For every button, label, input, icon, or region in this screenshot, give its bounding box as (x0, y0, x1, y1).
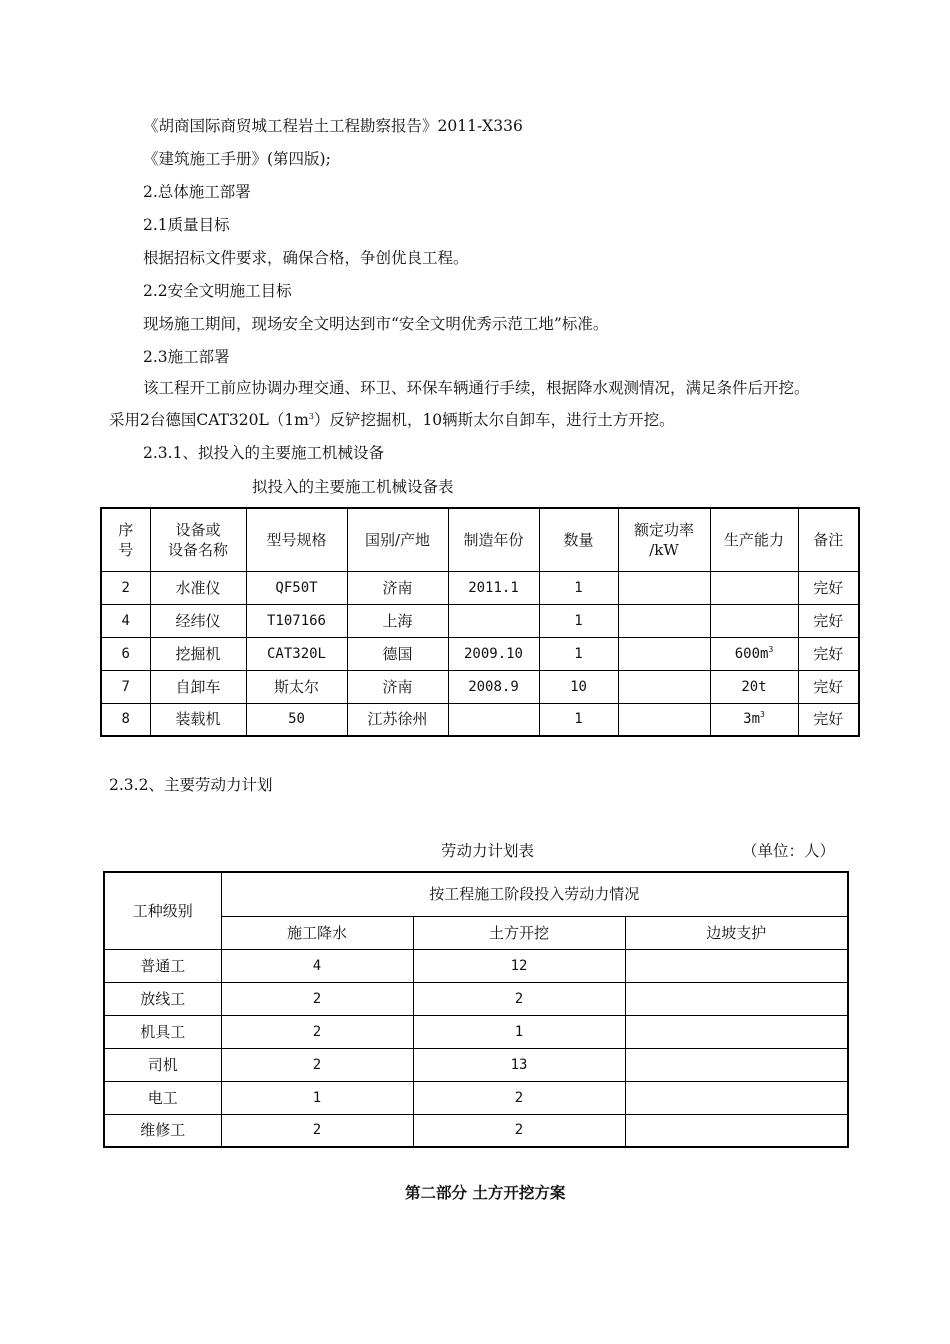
table-row (101, 670, 859, 703)
deployment-text-line-2 (109, 410, 675, 430)
cell-note: 完好 (798, 604, 859, 637)
table-row (104, 1081, 848, 1114)
capacity-value: 600m (734, 645, 769, 662)
cell-name: 装载机 (150, 703, 246, 736)
cell-capacity (710, 637, 798, 670)
cell-dewatering: 2 (221, 982, 413, 1015)
cell-trade: 电工 (104, 1081, 221, 1114)
header-note: 备注 (798, 508, 859, 571)
cell-name: 自卸车 (150, 670, 246, 703)
table-row (101, 703, 859, 736)
table-row (101, 637, 859, 670)
cell-no: 2 (101, 571, 150, 604)
cell-power (618, 670, 710, 703)
cell-model: 50 (246, 703, 347, 736)
cell-excavation: 2 (413, 1114, 625, 1147)
cell-capacity (710, 670, 798, 703)
header-dewatering: 施工降水 (221, 916, 413, 949)
cell-trade: 普通工 (104, 949, 221, 982)
cell-slope (625, 982, 848, 1015)
cell-note: 完好 (798, 670, 859, 703)
labor-header-row (104, 872, 848, 916)
table-row (104, 1114, 848, 1147)
cell-origin: 济南 (347, 571, 448, 604)
section-heading-safety-target: 2.2安全文明施工目标 (143, 282, 292, 300)
cell-power (618, 604, 710, 637)
cell-capacity (710, 703, 798, 736)
section-heading-labor-plan: 2.3.2、主要劳动力计划 (109, 776, 273, 794)
cell-note: 完好 (798, 703, 859, 736)
section-heading-overall-deployment: 2.总体施工部署 (143, 183, 251, 201)
table-row (104, 982, 848, 1015)
cell-power (618, 571, 710, 604)
deployment-text-line-1: 该工程开工前应协调办理交通、环卫、环保车辆通行手续，根据降水观测情况，满足条件后开挖。 (143, 379, 810, 397)
cell-slope (625, 1048, 848, 1081)
cell-slope (625, 1081, 848, 1114)
cell-capacity (710, 571, 798, 604)
cell-trade: 司机 (104, 1048, 221, 1081)
cell-name: 挖掘机 (150, 637, 246, 670)
cell-excavation: 1 (413, 1015, 625, 1048)
cell-note: 完好 (798, 637, 859, 670)
section-heading-equipment: 2.3.1、拟投入的主要施工机械设备 (143, 444, 384, 462)
cell-no: 7 (101, 670, 150, 703)
cell-year: 2009.10 (448, 637, 539, 670)
cell-excavation: 12 (413, 949, 625, 982)
part-two-title: 第二部分 土方开挖方案 (405, 1183, 566, 1202)
section-heading-construction-deployment: 2.3施工部署 (143, 348, 230, 366)
table-row (104, 949, 848, 982)
cell-excavation: 2 (413, 982, 625, 1015)
cell-qty: 1 (539, 604, 618, 637)
cell-trade: 机具工 (104, 1015, 221, 1048)
safety-target-text: 现场施工期间，现场安全文明达到市“安全文明优秀示范工地”标准。 (143, 315, 609, 333)
table-row (104, 1048, 848, 1081)
cell-slope (625, 1015, 848, 1048)
cell-year (448, 703, 539, 736)
cell-origin: 济南 (347, 670, 448, 703)
cell-excavation: 13 (413, 1048, 625, 1081)
reference-survey-report: 《胡商国际商贸城工程岩土工程勘察报告》2011-X336 (143, 117, 523, 135)
cell-slope (625, 1114, 848, 1147)
cell-name: 水准仪 (150, 571, 246, 604)
cell-no: 6 (101, 637, 150, 670)
cell-year: 2011.1 (448, 571, 539, 604)
reference-construction-handbook: 《建筑施工手册》(第四版); (143, 150, 331, 168)
capacity-value: 20t (741, 678, 767, 695)
header-origin: 国别/产地 (347, 508, 448, 571)
cell-year (448, 604, 539, 637)
cell-excavation: 2 (413, 1081, 625, 1114)
cubic-superscript: 3 (308, 412, 314, 421)
capacity-superscript: 3 (760, 710, 765, 720)
cell-capacity (710, 604, 798, 637)
labor-table-unit: （单位：人） (742, 842, 836, 860)
cell-model: 斯太尔 (246, 670, 347, 703)
header-stage-group: 按工程施工阶段投入劳动力情况 (221, 872, 848, 916)
equipment-table (100, 507, 860, 737)
quality-target-text: 根据招标文件要求，确保合格，争创优良工程。 (143, 249, 469, 267)
cell-qty: 1 (539, 637, 618, 670)
table-row (101, 604, 859, 637)
header-qty: 数量 (539, 508, 618, 571)
capacity-value: 3m (743, 711, 761, 728)
cell-dewatering: 2 (221, 1048, 413, 1081)
header-excavation: 土方开挖 (413, 916, 625, 949)
header-slope-support: 边坡支护 (625, 916, 848, 949)
header-power: 额定功率 /kW (618, 508, 710, 571)
table-row (104, 1015, 848, 1048)
cell-year: 2008.9 (448, 670, 539, 703)
header-model: 型号规格 (246, 508, 347, 571)
cell-qty: 1 (539, 703, 618, 736)
header-trade: 工种级别 (104, 872, 221, 949)
cell-note: 完好 (798, 571, 859, 604)
cell-no: 4 (101, 604, 150, 637)
cell-qty: 1 (539, 571, 618, 604)
equipment-table-caption: 拟投入的主要施工机械设备表 (252, 478, 454, 496)
cell-power (618, 637, 710, 670)
equipment-header-row (101, 508, 859, 571)
labor-table (103, 871, 849, 1148)
table-row (101, 571, 859, 604)
cell-model: T107166 (246, 604, 347, 637)
cell-name: 经纬仪 (150, 604, 246, 637)
capacity-superscript: 3 (768, 644, 774, 654)
header-name: 设备或 设备名称 (150, 508, 246, 571)
cell-dewatering: 4 (221, 949, 413, 982)
header-no: 序 号 (101, 508, 150, 571)
cell-origin: 江苏徐州 (347, 703, 448, 736)
deployment-text-part-a: 采用2台德国CAT320L（1m (109, 411, 309, 429)
cell-dewatering: 1 (221, 1081, 413, 1114)
cell-dewatering: 2 (221, 1114, 413, 1147)
cell-no: 8 (101, 703, 150, 736)
cell-qty: 10 (539, 670, 618, 703)
cell-model: QF50T (246, 571, 347, 604)
deployment-text-part-b: ）反铲挖掘机，10辆斯太尔自卸车，进行土方开挖。 (313, 411, 675, 429)
cell-slope (625, 949, 848, 982)
cell-origin: 德国 (347, 637, 448, 670)
cell-trade: 维修工 (104, 1114, 221, 1147)
header-year: 制造年份 (448, 508, 539, 571)
cell-origin: 上海 (347, 604, 448, 637)
cell-trade: 放线工 (104, 982, 221, 1015)
cell-dewatering: 2 (221, 1015, 413, 1048)
cell-power (618, 703, 710, 736)
section-heading-quality-target: 2.1质量目标 (143, 216, 230, 234)
cell-model: CAT320L (246, 637, 347, 670)
header-capacity: 生产能力 (710, 508, 798, 571)
labor-table-caption: 劳动力计划表 (441, 842, 535, 860)
